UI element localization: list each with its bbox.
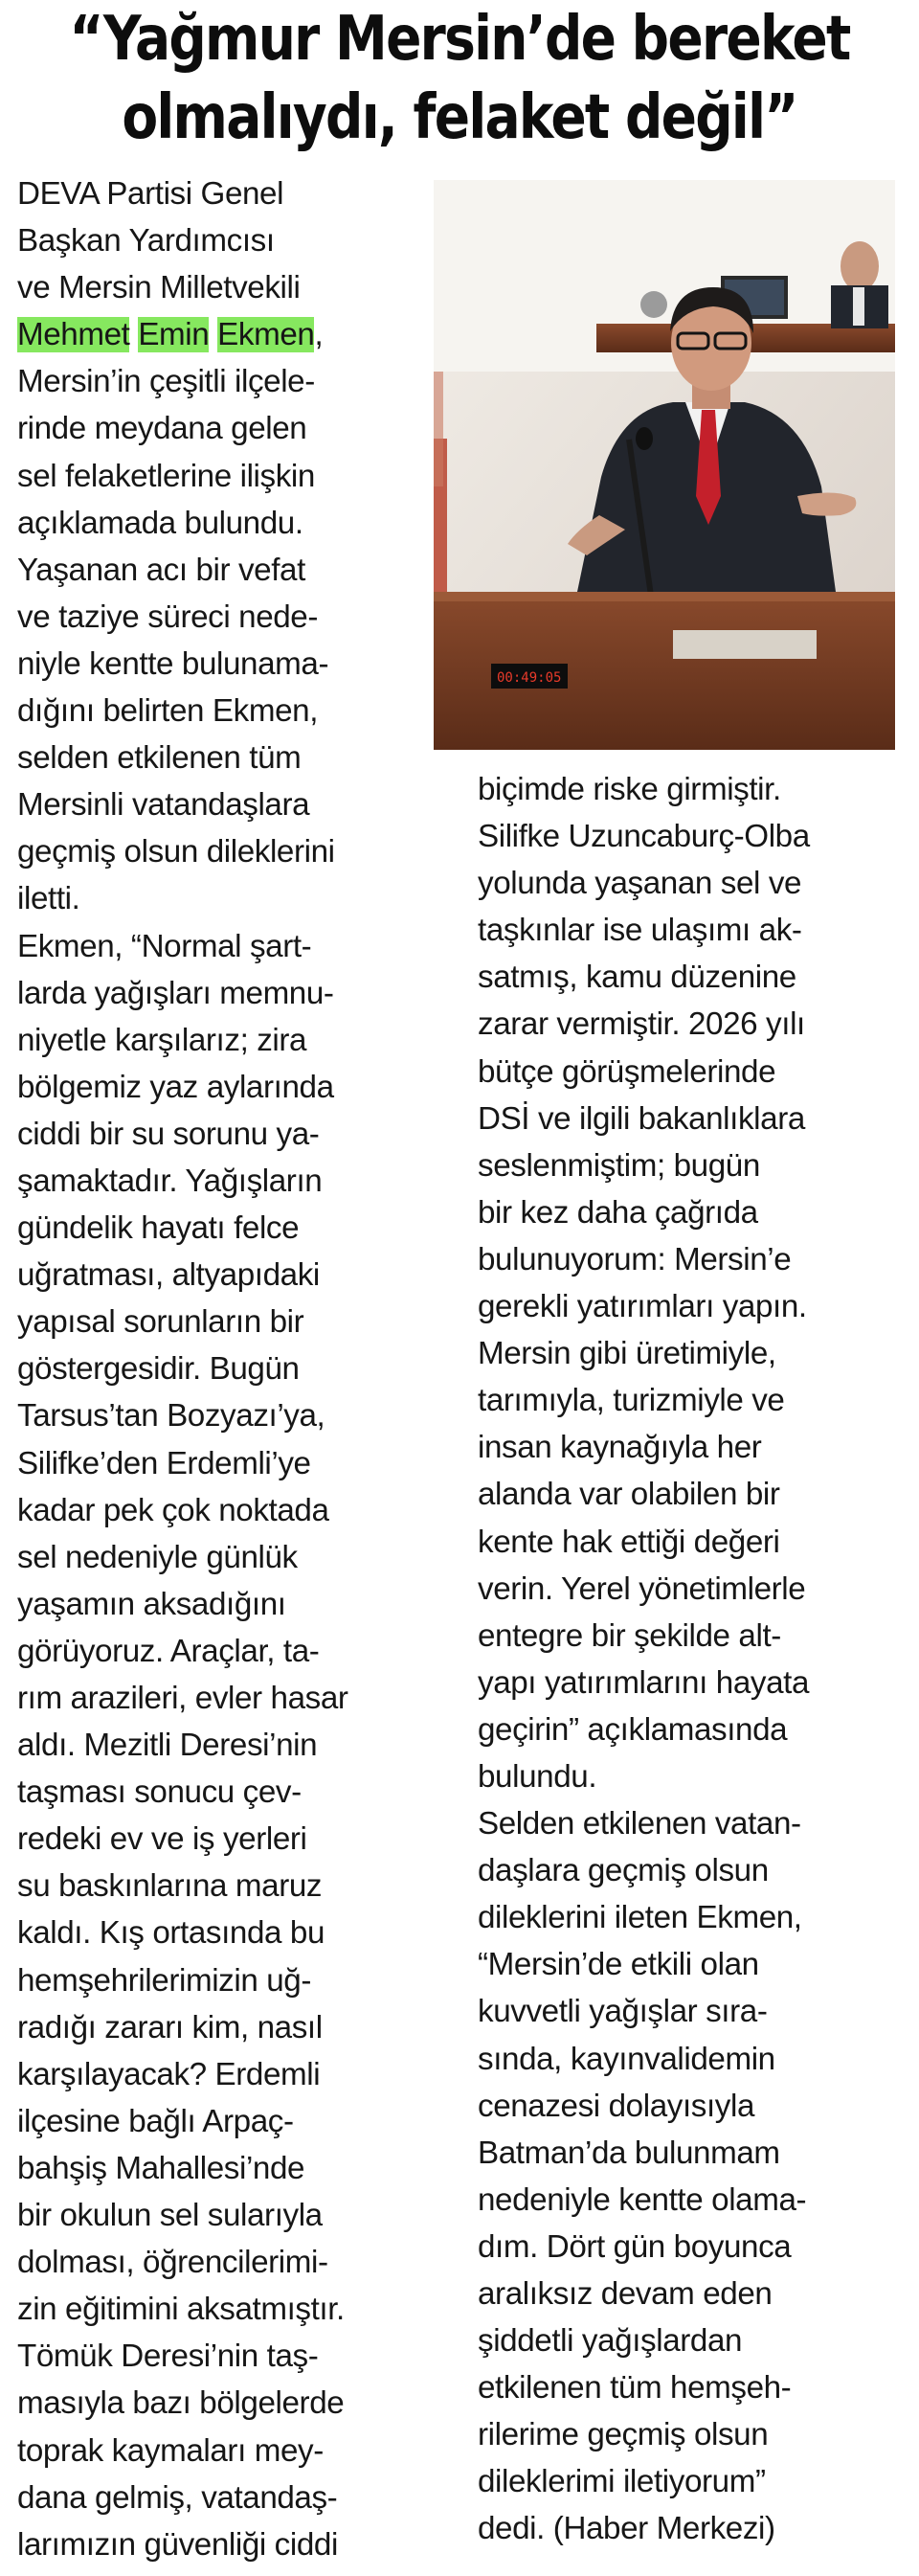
headline [64,0,855,163]
article-text-line: dolması, öğrencilerimi- [17,2245,328,2281]
article-text-line: dileklerini ileten Ekmen, [478,1900,802,1936]
article-text-line: ciddi bir su sorunu ya- [17,1116,320,1152]
article-text-line: dığını belirten Ekmen, [17,693,319,730]
article-text-line: verin. Yerel yönetimlerle [478,1570,806,1607]
highlighted-name-word: Ekmen [217,317,315,353]
article-text-line: Tömük Deresi’nin taş- [17,2339,319,2375]
article-text-line: alanda var olabilen bir [478,1477,780,1513]
article-text-line: seslenmiştim; bugün [478,1147,760,1184]
article-text-line: selden etkilenen tüm [17,740,302,777]
highlighted-name-word: Emin [138,317,210,353]
article-photo [434,180,895,750]
article-text-line: toprak kaymaları mey- [17,2432,324,2469]
article-text-line: biçimde riske girmiştir. [478,772,781,807]
headline-line-2: olmalıydı, felaket değil” [122,82,797,153]
article-text-line: zarar vermiştir. 2026 yılı [478,1006,805,1043]
article-text-line: karşılayacak? Erdemli [17,2056,321,2092]
article-text-line: redeki ev ve iş yerleri [17,1821,307,1858]
article-text-line: yapısal sorunların bir [17,1304,304,1341]
article-text-line: sında, kayınvalidemin [478,2041,775,2077]
article-text-line: bütçe görüşmelerinde [478,1053,776,1090]
article-text-line: kente hak ettiği değeri [478,1524,780,1560]
article-text-line: “Mersin’de etkili olan [478,1947,759,1983]
article-left-column [17,170,438,2568]
article-text-line: ve Mersin Milletvekili [17,270,301,306]
article-text-line: etkilenen tüm hemşeh- [478,2370,792,2407]
article-text-line: satmış, kamu düzenine [478,960,796,996]
article-text-line: açıklamada bulundu. [17,505,303,541]
name-comma: , [314,317,324,353]
article-text-line: taşkınlar ise ulaşımı ak- [478,913,802,949]
article-text-line: Başkan Yardımcısı [17,223,275,260]
article-text-line: kuvvetli yağışlar sıra- [478,1994,768,2030]
article-text-line: Silifke Uzuncaburç-Olba [478,819,810,855]
article-text-line: cenazesi dolayısıyla [478,2088,755,2124]
article-text-line: gerekli yatırımları yapın. [478,1289,807,1325]
article-text-line: şiddetli yağışlardan [478,2323,743,2360]
article-text-line: radığı zararı kim, nasıl [17,2009,323,2045]
article-text-line: taşması sonucu çev- [17,1774,302,1811]
podium-clock-text: 00:49:05 [497,670,562,686]
headline-line-1: “Yağmur Mersin’de bereket [69,4,850,75]
article-text-line: zin eğitimini aksatmıştır. [17,2292,345,2328]
article-text-line: insan kaynağıyla her [478,1430,762,1466]
speaker-at-podium-photo [434,180,895,750]
article-text-line: larımızın güvenliği ciddi [17,2526,338,2563]
article-text-line: bölgemiz yaz aylarında [17,1069,334,1105]
article-text-line: hemşehrilerimizin uğ- [17,1962,311,1999]
article-text-line: dım. Dört gün boyunca [478,2228,792,2265]
article-text-line: uğratması, altyapıdaki [17,1257,320,1294]
article-text-line: şamaktadır. Yağışların [17,1163,323,1199]
article-text-line: DSİ ve ilgili bakanlıklara [478,1100,805,1137]
article-text-line: kaldı. Kış ortasında bu [17,1915,325,1952]
article-text-line: su baskınlarına maruz [17,1868,323,1905]
article-text-line: larda yağışları memnu- [17,975,334,1011]
article-text-line: yapı yatırımlarını hayata [478,1664,810,1701]
article-text-line: yolunda yaşanan sel ve [478,866,802,902]
article-text-line: rilerime geçmiş olsun [478,2417,769,2453]
article-text-line: aldı. Mezitli Deresi’nin [17,1728,318,1764]
article-text-line: masıyla bazı bölgelerde [17,2385,345,2422]
article-text-line: bulunuyorum: Mersin’e [478,1241,792,1277]
article-text-line: kadar pek çok noktada [17,1492,329,1528]
article-text-line: rım arazileri, evler hasar [17,1681,348,1716]
article-text-line: ilçesine bağlı Arpaç- [17,2103,294,2139]
author-name-line [17,311,438,358]
article-text-line: dana gelmiş, vatandaş- [17,2479,338,2516]
article-text-line: bahşiş Mahallesi’nde [17,2150,305,2186]
article-text-line: DEVA Partisi Genel [17,176,284,212]
article-text-line: sel nedeniyle günlük [17,1539,298,1575]
article-text-line: bulundu. [478,1758,597,1795]
article-text-line: Tarsus’tan Bozyazı’ya, [17,1398,325,1435]
article-text-line: nedeniyle kentte olama- [478,2181,807,2218]
article-text-line: Mersinli vatandaşlara [17,787,310,824]
article-text-line: dileklerimi iletiyorum” [478,2464,766,2500]
article-text-line: tarımıyla, turizmiyle ve [478,1383,785,1419]
article-right-column [478,766,908,2553]
article-text-line: dedi. (Haber Merkezi) [478,2511,775,2547]
article-text-line: ve taziye süreci nede- [17,599,319,635]
article-text-line: Ekmen, “Normal şart- [17,928,312,964]
article-text-line: göstergesidir. Bugün [17,1351,300,1388]
article-text-line: niyle kentte bulunama- [17,645,329,682]
article-text-line: niyetle karşılarız; zira [17,1022,307,1058]
article-text-line: geçirin” açıklamasında [478,1711,788,1748]
article-text-line: bir okulun sel sularıyla [17,2198,323,2234]
article-text-line: geçmiş olsun dileklerini [17,834,335,870]
article-text-line: iletti. [17,881,80,917]
article-text-line: entegre bir şekilde alt- [478,1617,781,1654]
article-text-line: sel felaketlerine ilişkin [17,458,315,494]
article-text-line: bir kez daha çağrıda [478,1194,758,1231]
article-text-line: görüyoruz. Araçlar, ta- [17,1633,320,1669]
article-text-line: rinde meydana gelen [17,411,307,447]
article-text-line: gündelik hayatı felce [17,1210,300,1247]
highlighted-name-word: Mehmet [17,317,130,353]
article-text-line: Silifke’den Erdemli’ye [17,1445,311,1481]
article-text-line: Selden etkilenen vatan- [478,1806,801,1842]
article-text-line: Mersin gibi üretimiyle, [478,1336,776,1372]
article-text-line: Yaşanan acı bir vefat [17,552,305,588]
article-text-line: yaşamın aksadığını [17,1586,286,1622]
article-text-line: aralıksız devam eden [478,2276,773,2312]
article-text-line: Mersin’in çeşitli ilçele- [17,364,315,400]
article-text-line: Batman’da bulunmam [478,2135,780,2171]
article-text-line: daşlara geçmiş olsun [478,1853,769,1889]
